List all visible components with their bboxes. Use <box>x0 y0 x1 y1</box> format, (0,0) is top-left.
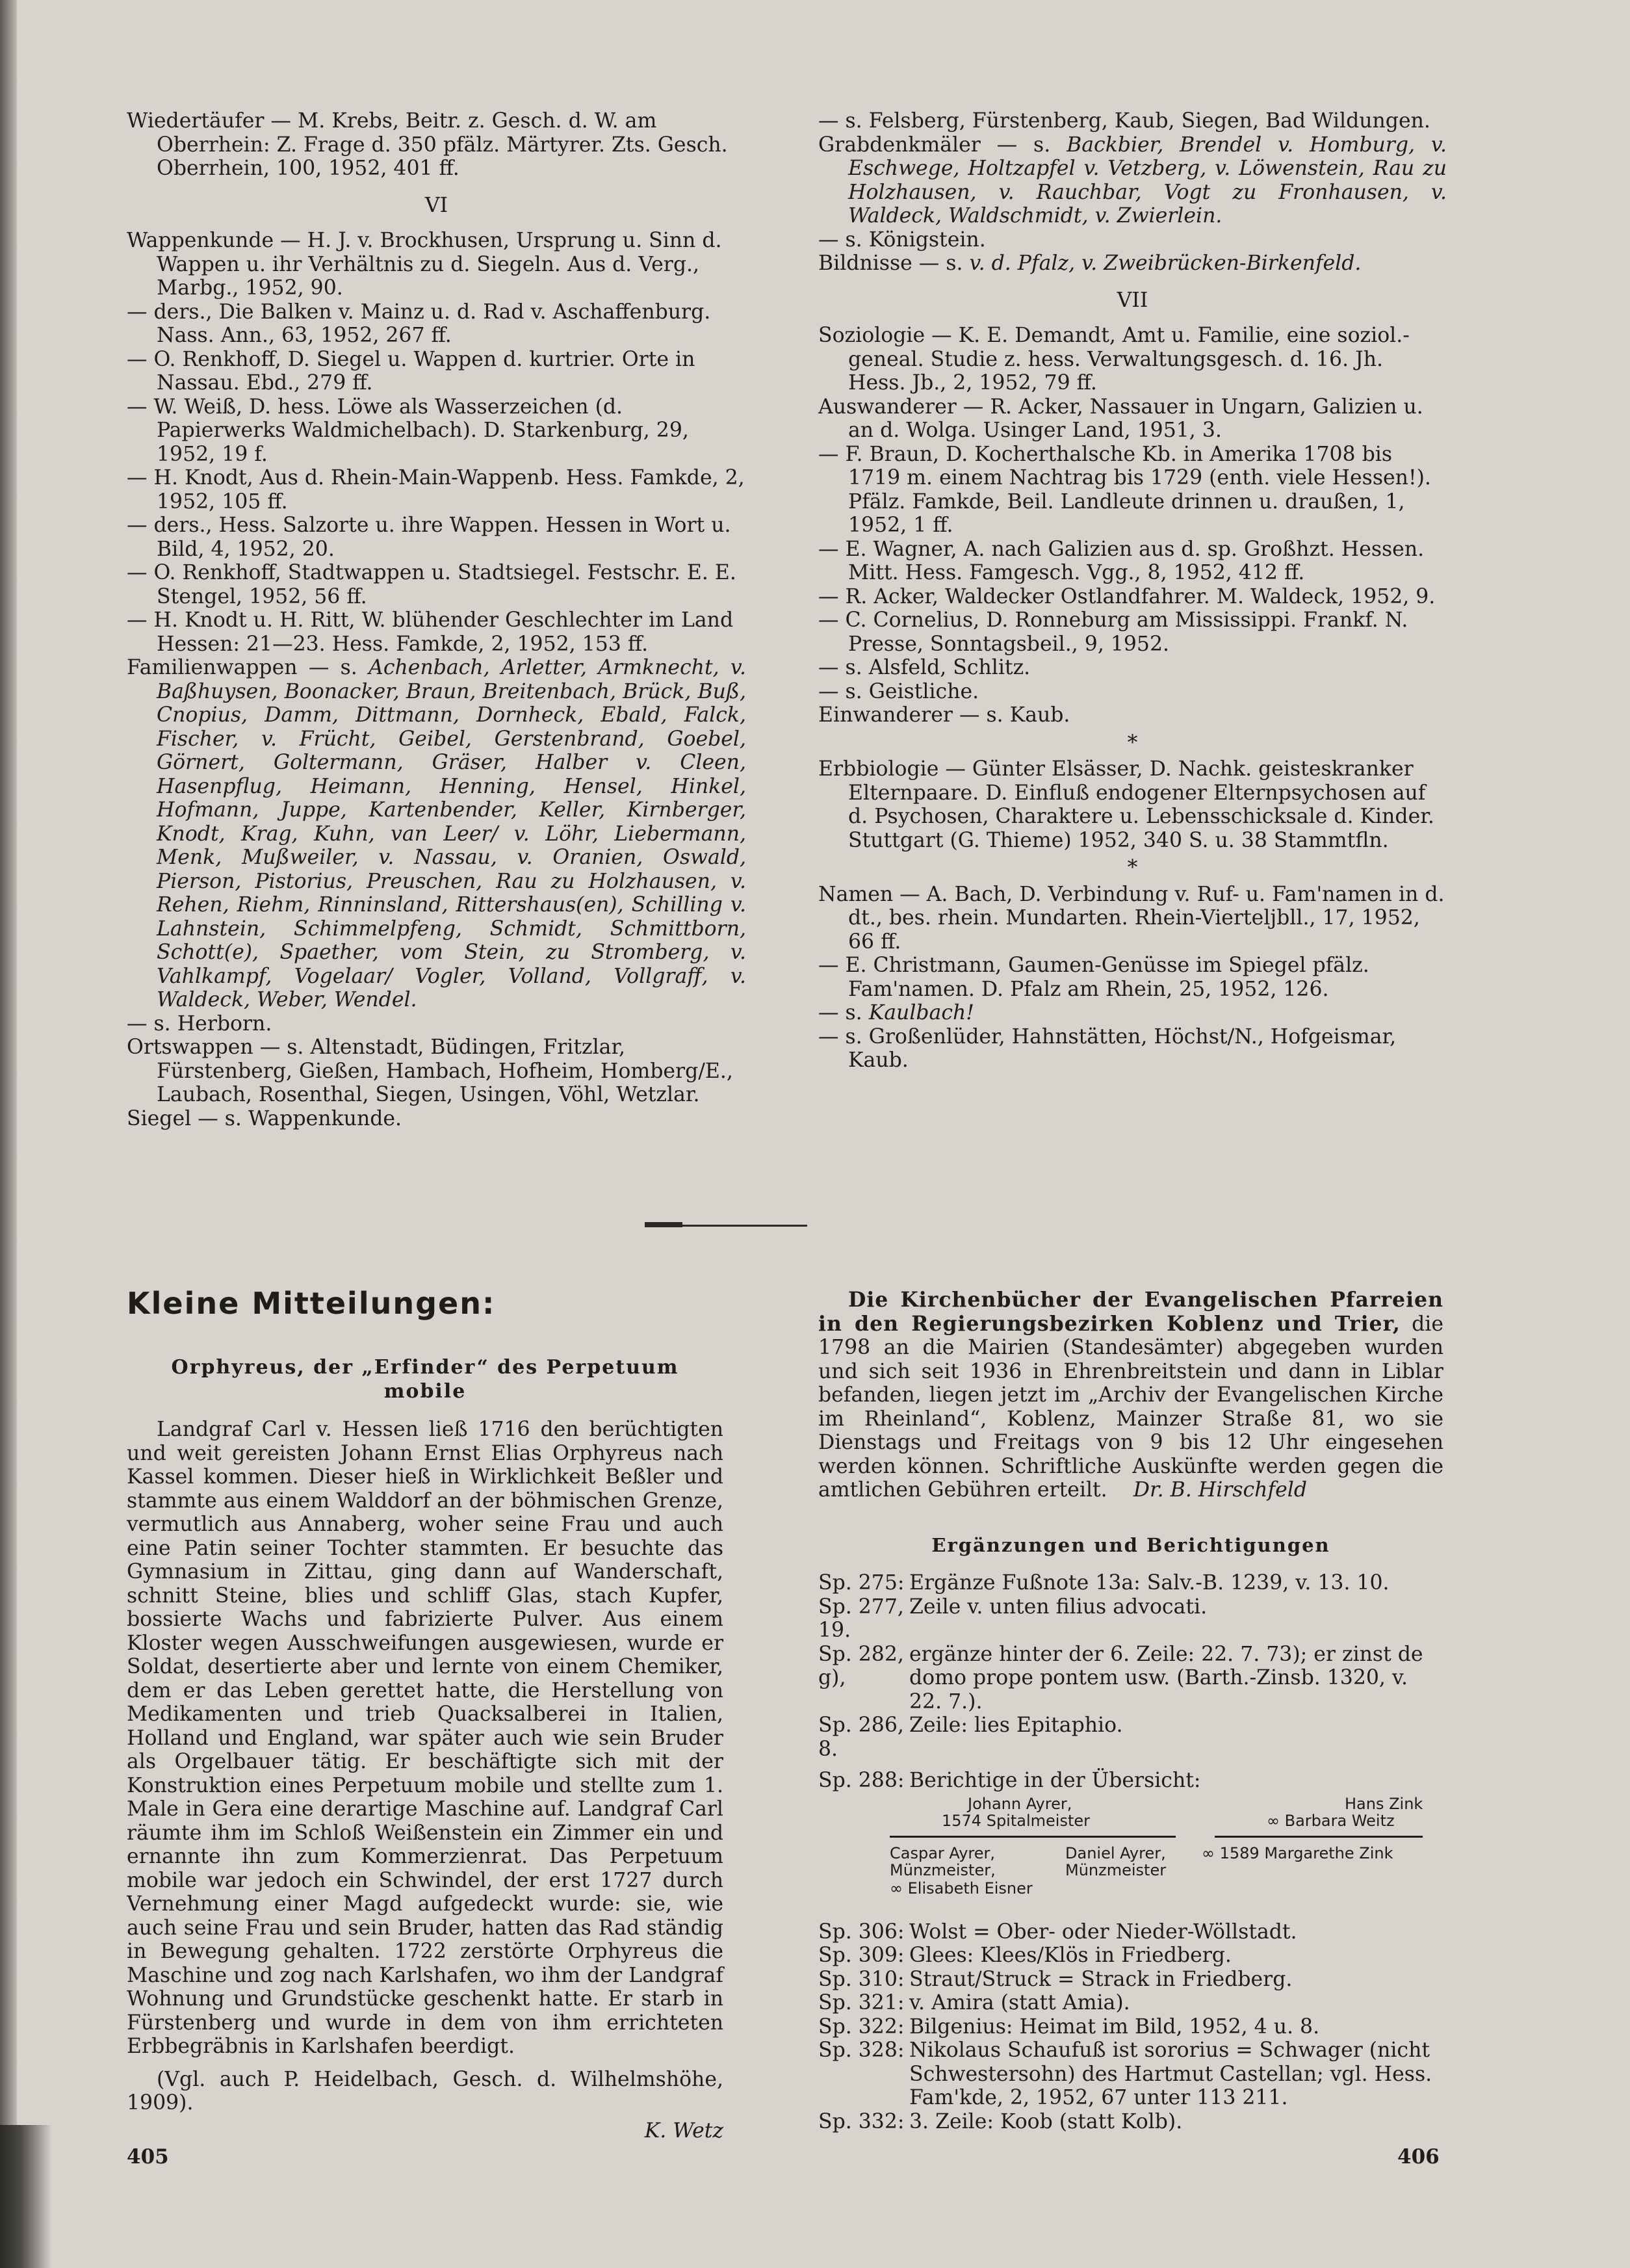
correction-item <box>818 1769 1443 1793</box>
tree-johann-name: Johann Ayrer, <box>968 1794 1072 1813</box>
entry-familienwappen <box>127 656 746 1012</box>
left-column-bibliography <box>127 109 746 1130</box>
correction-key: Sp. 332: <box>818 2109 905 2133</box>
bildnisse-label: Bildnisse — s. <box>818 252 963 275</box>
grabdenkmaeler-names: Backbier, Brendel v. Homburg, v. Eschwege, Holtzapfel v. Vetzberg, v. Löwenstein, Rau zu Holzhausen, v. Rauchbar, Vogt zu Fronhausen, v. Waldeck, Waldschmidt, v. Zwierlein. <box>848 133 1447 228</box>
section-star: * <box>1127 856 1138 880</box>
entry: — H. Knodt, Aus d. Rhein-Main-Wappenb. Hess. Famkde, 2, 1952, 105 ff. <box>127 466 745 514</box>
correction-key: Sp. 322: <box>818 2014 905 2039</box>
correction-item <box>818 1595 1443 1643</box>
page-number-right: 406 <box>1397 2145 1440 2169</box>
orphyreus-heading: Orphyreus, der „Erfinder“ des Perpetuum mobile <box>171 1356 679 1403</box>
entry: — E. Wagner, A. nach Galizien aus d. sp. Großhzt. Hessen. Mitt. Hess. Famgesch. Vgg., 8, 1952, 412 ff. <box>818 537 1425 584</box>
correction-item <box>818 1968 1443 1992</box>
familienwappen-names: Achenbach, Arletter, Armknecht, v. Baßhuysen, Boonacker, Braun, Breitenbach, Brück, Buß, Cnopius, Damm, Dittmann, Dornheck, Ebald, Falck, Fischer, v. Frücht, Geibel, Gerstenbrand, Goebel, Görnert, Goltermann, Gräser, Halber v. Cleen, Hasenpflug, Heimann, Henning, Hensel, Hinkel, Hofmann, Juppe, Kartenbender, Keller, Kirnberger, Knodt, Krag, Kuhn, van Leer/ v. Löhr, Liebermann, Menk, Mußweiler, v. Nassau, v. Oranien, Oswald, Pierson, Pistorius, Preuschen, Rau zu Holzhausen, v. Rehen, Riehm, Rinninsland, Rittershaus(en), Schilling v. Lahnstein, Schimmelpfeng, Schmidt, Schmittborn, Schott(e), Spaether, vom Stein, zu Stromberg, v. Vahlkampf, Vogelaar/ Vogler, Volland, Vollgraff, v. Waldeck, Weber, Wendel. <box>157 656 746 1011</box>
tree-johann-title: 1574 Spitalmeister <box>942 1811 1090 1830</box>
corrections-list-2 <box>818 1920 1443 2134</box>
orphyreus-article <box>127 1356 723 2143</box>
entry-grabdenkmaeler <box>818 133 1447 228</box>
correction-item <box>818 1571 1443 1595</box>
entry-ortswappen: Ortswappen — s. Altenstadt, Büdingen, Fritzlar, Fürstenberg, Gießen, Hambach, Hofheim, Homberg/E., Laubach, Rosenthal, Siegen, Usingen, Vöhl, Wetzlar. <box>127 1036 733 1106</box>
entry: — ders., Die Balken v. Mainz u. d. Rad v. Aschaffenburg. Nass. Ann., 63, 1952, 267 ff. <box>127 300 711 347</box>
correction-item <box>818 1643 1443 1714</box>
correction-text: ergänze hinter der 6. Zeile: 22. 7. 73); er zinst de domo prope pontem usw. (Barth.-Zinsb. 1320, v. 22. 7.). <box>909 1642 1423 1714</box>
kaulbach-prefix: — s. <box>818 1001 862 1024</box>
correction-key: Sp. 310: <box>818 1967 905 1991</box>
entry: — C. Cornelius, D. Ronneburg am Mississippi. Frankf. N. Presse, Sonntagsbeil., 9, 1952. <box>818 608 1408 656</box>
correction-text: Nikolaus Schaufuß ist sororius = Schwager (nicht Schwestersohn) des Hartmut Castellan; vgl. Hess. Fam'kde, 2, 1952, 67 unter 113 211. <box>909 2039 1432 2109</box>
entry: — W. Weiß, D. hess. Löwe als Wasserzeichen (d. Papierwerks Waldmichelbach). D. Starkenburg, 29, 1952, 19 f. <box>127 395 689 466</box>
tree-caspar: Caspar Ayrer, Münzmeister, <box>890 1844 996 1879</box>
correction-text: Zeile: lies Epitaphio. <box>909 1714 1123 1737</box>
entry-kaulbach <box>818 1001 1447 1025</box>
correction-key: Sp. 277, 19. <box>818 1595 904 1642</box>
entry: — s. Alsfeld, Schlitz. <box>818 656 1031 679</box>
kirchenbuecher-article <box>818 1288 1443 2133</box>
correction-text: 3. Zeile: Koob (statt Kolb). <box>909 2109 1183 2133</box>
entry: — s. Felsberg, Fürstenberg, Kaub, Siegen, Bad Wildungen. <box>818 109 1430 133</box>
section-star: * <box>1127 731 1138 755</box>
tree-margarethe: ∞ 1589 Margarethe Zink <box>1202 1844 1393 1862</box>
entry-auswanderer: Auswanderer — R. Acker, Nassauer in Ungarn, Galizien u. an d. Wolga. Usinger Land, 1951, 3. <box>818 395 1423 442</box>
corrections-list <box>818 1571 1443 1793</box>
correction-key: Sp. 288: <box>818 1769 905 1792</box>
orphyreus-author: K. Wetz <box>644 2118 723 2143</box>
correction-text: Straut/Struck = Strack in Friedberg. <box>909 1967 1293 1991</box>
book-spine-shadow <box>0 0 17 2268</box>
correction-item <box>818 1920 1443 1944</box>
correction-key: Sp. 286, 8. <box>818 1714 904 1761</box>
kirchenbuecher-text: die 1798 an die Mairien (Standesämter) abgegeben wurden und sich seit 1936 in Ehrenbreitstein und dann in Liblar befanden, liegen jetzt im „Archiv der Evangelischen Kirche im Rheinland“, Koblenz, Mainzer Straße 81, wo sie Dienstags und Freitags von 9 bis 12 Uhr eingesehen werden können. Schriftliche Auskünfte werden gegen die amtlichen Gebühren erteilt. <box>818 1312 1443 1502</box>
correction-key: Sp. 321: <box>818 1991 905 2014</box>
entry: — F. Braun, D. Kocherthalsche Kb. in Amerika 1708 bis 1719 m. einem Nachtrag bis 1729 (enth. viele Hessen!). Pfälz. Famkde, Beil. Landleute drinnen u. draußen, 1, 1952, 1 ff. <box>818 442 1431 537</box>
orphyreus-reference: (Vgl. auch P. Heidelbach, Gesch. d. Wilhelmshöhe, 1909). <box>127 2067 723 2115</box>
kirchenbuecher-body <box>818 1288 1443 1502</box>
tree-hans-name: Hans Zink <box>1345 1794 1423 1813</box>
section-divider <box>646 1225 807 1227</box>
correction-item <box>818 2110 1443 2134</box>
entry: — H. Knodt u. H. Ritt, W. blühender Geschlechter im Land Hessen: 21—23. Hess. Famkde, 2, 1952, 153 ff. <box>127 608 734 656</box>
entry-wiedertaeufer: Wiedertäufer — M. Krebs, Beitr. z. Gesch. d. W. am Oberrhein: Z. Frage d. 350 pfälz. Märtyrer. Zts. Gesch. Oberrhein, 100, 1952, 401 ff. <box>127 109 728 180</box>
page-number-left: 405 <box>127 2145 169 2169</box>
correction-text: Bilgenius: Heimat im Bild, 1952, 4 u. 8. <box>909 2014 1320 2039</box>
entry: — s. Herborn. <box>127 1011 272 1036</box>
correction-item <box>818 1991 1443 2015</box>
entry-wappenkunde: Wappenkunde — H. J. v. Brockhusen, Ursprung u. Sinn d. Wappen u. ihr Verhältnis zu d. Siegeln. Aus d. Verg., Marbg., 1952, 90. <box>127 229 722 300</box>
tree-daniel: Daniel Ayrer, Münzmeister <box>1065 1844 1167 1879</box>
entry-erbbiologie: Erbbiologie — Günter Elsässer, D. Nachk. geisteskranker Elternpaare. D. Einfluß endogener Elternpsychosen auf d. Psychosen, Charaktere u. Lebensschicksale d. Kinder. Stuttgart (G. Thieme) 1952, 340 S. u. 38 Stammtfln. <box>818 757 1434 852</box>
correction-item <box>818 2015 1443 2039</box>
entry: — O. Renkhoff, D. Siegel u. Wappen d. kurtrier. Orte in Nassau. Ebd., 279 ff. <box>127 347 695 395</box>
correction-item <box>818 2039 1443 2110</box>
genealogy-tree <box>818 1793 1443 1920</box>
kirchenbuecher-author: Dr. B. Hirschfeld <box>1133 1478 1308 1502</box>
tree-barbara: ∞ Barbara Weitz <box>1267 1811 1395 1830</box>
entry: — ders., Hess. Salzorte u. ihre Wappen. Hessen in Wort u. Bild, 4, 1952, 20. <box>127 514 731 561</box>
kirchenbuecher-title: Die Kirchenbücher der Evangelischen Pfarreien in den Regierungsbezirken Koblenz und Trier, <box>818 1288 1443 1336</box>
correction-text: Wolst = Ober- oder Nieder-Wöllstadt. <box>909 1920 1297 1944</box>
correction-item <box>818 1714 1443 1761</box>
correction-key: Sp. 306: <box>818 1920 905 1944</box>
correction-item <box>818 1944 1443 1968</box>
correction-text: Ergänze Fußnote 13a: Salv.-B. 1239, v. 13. 10. <box>909 1571 1390 1595</box>
tree-elisabeth: ∞ Elisabeth Eisner <box>890 1879 1033 1897</box>
section-vi-heading: VI <box>424 193 448 217</box>
ergaenzungen-heading: Ergänzungen und Berichtigungen <box>931 1533 1330 1556</box>
entry: — s. Geistliche. <box>818 679 979 703</box>
entry: — R. Acker, Waldecker Ostlandfahrer. M. Waldeck, 1952, 9. <box>818 584 1436 608</box>
book-spine-corner <box>0 2125 52 2268</box>
familienwappen-label: Familienwappen — s. <box>127 656 357 679</box>
correction-text: Berichtige in der Übersicht: <box>909 1769 1201 1792</box>
correction-text: Glees: Klees/Klös in Friedberg. <box>909 1944 1232 1967</box>
kaulbach-name: Kaulbach! <box>868 1001 974 1024</box>
entry-namen: Namen — A. Bach, D. Verbindung v. Ruf- u. Fam'namen in d. dt., bes. rhein. Mundarten. Rhein-Vierteljbll., 17, 1952, 66 ff. <box>818 882 1445 954</box>
tree-line-left <box>890 1836 1176 1838</box>
bildnisse-names: v. d. Pfalz, v. Zweibrücken-Birkenfeld. <box>969 252 1362 275</box>
orphyreus-body: Landgraf Carl v. Hessen ließ 1716 den berüchtigten und weit gereisten Johann Ernst Elias Orphyreus nach Kassel kommen. Dieser hieß in Wirklichkeit Beßler und stammte aus einem Walddorf an der böhmischen Grenze, vermutlich aus Annaberg, woher seine Frau und auch eine Patin seiner Tochter stammten. Er besuchte das Gymnasium in Zittau, ging dann auf Wanderschaft, schnitt Steine, blies und schliff Glas, stach Kupfer, bossierte Wachs und fabrizierte Pulver. Aus einem Kloster wegen Ausschweifungen ausgewiesen, wurde er Soldat, desertierte aber und lernte von einem Chemiker, dem er das Leben gerettet hatte, die Herstellung von Medikamenten und trieb Quacksalberei in Italien, Holland und England, war später auch wie sein Bruder als Orgelbauer tätig. Er beschäftigte sich mit der Konstruktion eines Perpetuum mobile und stellte zum 1. Male in Gera eine derartige Maschine auf. Landgraf Carl räumte ihm im Schloß Weißenstein ein Zimmer ein und ernannte ihn zum Kommerzienrat. Das Perpetuum mobile war jedoch ein Schwindel, der erst 1727 durch Vernehmung einer Magd aufgedeckt wurde: sie, wie auch seine Frau und sein Bruder, hatten das Rad ständig in Bewegung gehalten. 1722 zerstörte Orphyreus die Maschine und zog nach Karlshafen, wo ihm der Landgraf Wohnung und Grundstücke geschenkt hatte. Er starb in Fürstenberg und wurde in dem von ihm errichteten Erbbegräbnis in Karlshafen beerdigt. <box>127 1418 723 2058</box>
correction-text: Zeile v. unten filius advocati. <box>909 1595 1208 1619</box>
correction-text: v. Amira (statt Amia). <box>909 1991 1130 2014</box>
section-vii-heading: VII <box>1117 288 1148 312</box>
entry: — s. Großenlüder, Hahnstätten, Höchst/N., Hofgeismar, Kaub. <box>818 1024 1397 1072</box>
correction-key: Sp. 309: <box>818 1944 905 1967</box>
entry-einwanderer: Einwanderer — s. Kaub. <box>818 703 1070 727</box>
tree-line-right <box>1215 1836 1423 1838</box>
entry-bildnisse <box>818 252 1447 276</box>
correction-key: Sp. 328: <box>818 2039 905 2062</box>
grabdenkmaeler-label: Grabdenkmäler — s. <box>818 133 1051 157</box>
correction-key: Sp. 275: <box>818 1571 905 1595</box>
correction-key: Sp. 282, g), <box>818 1642 904 1689</box>
kleine-mitteilungen-heading: Kleine Mitteilungen: <box>127 1286 496 1321</box>
entry: — O. Renkhoff, Stadtwappen u. Stadtsiegel. Festschr. E. E. Stengel, 1952, 56 ff. <box>127 561 736 608</box>
entry: — s. Königstein. <box>818 228 986 252</box>
entry-siegel: Siegel — s. Wappenkunde. <box>127 1106 402 1130</box>
entry-soziologie: Soziologie — K. E. Demandt, Amt u. Familie, eine soziol.-geneal. Studie z. hess. Verwaltungsgesch. d. 16. Jh. Hess. Jb., 2, 1952, 79 ff. <box>818 324 1410 395</box>
right-column-bibliography <box>818 109 1447 1073</box>
entry: — E. Christmann, Gaumen-Genüsse im Spiegel pfälz. Fam'namen. D. Pfalz am Rhein, 25, 1952, 126. <box>818 954 1369 1001</box>
